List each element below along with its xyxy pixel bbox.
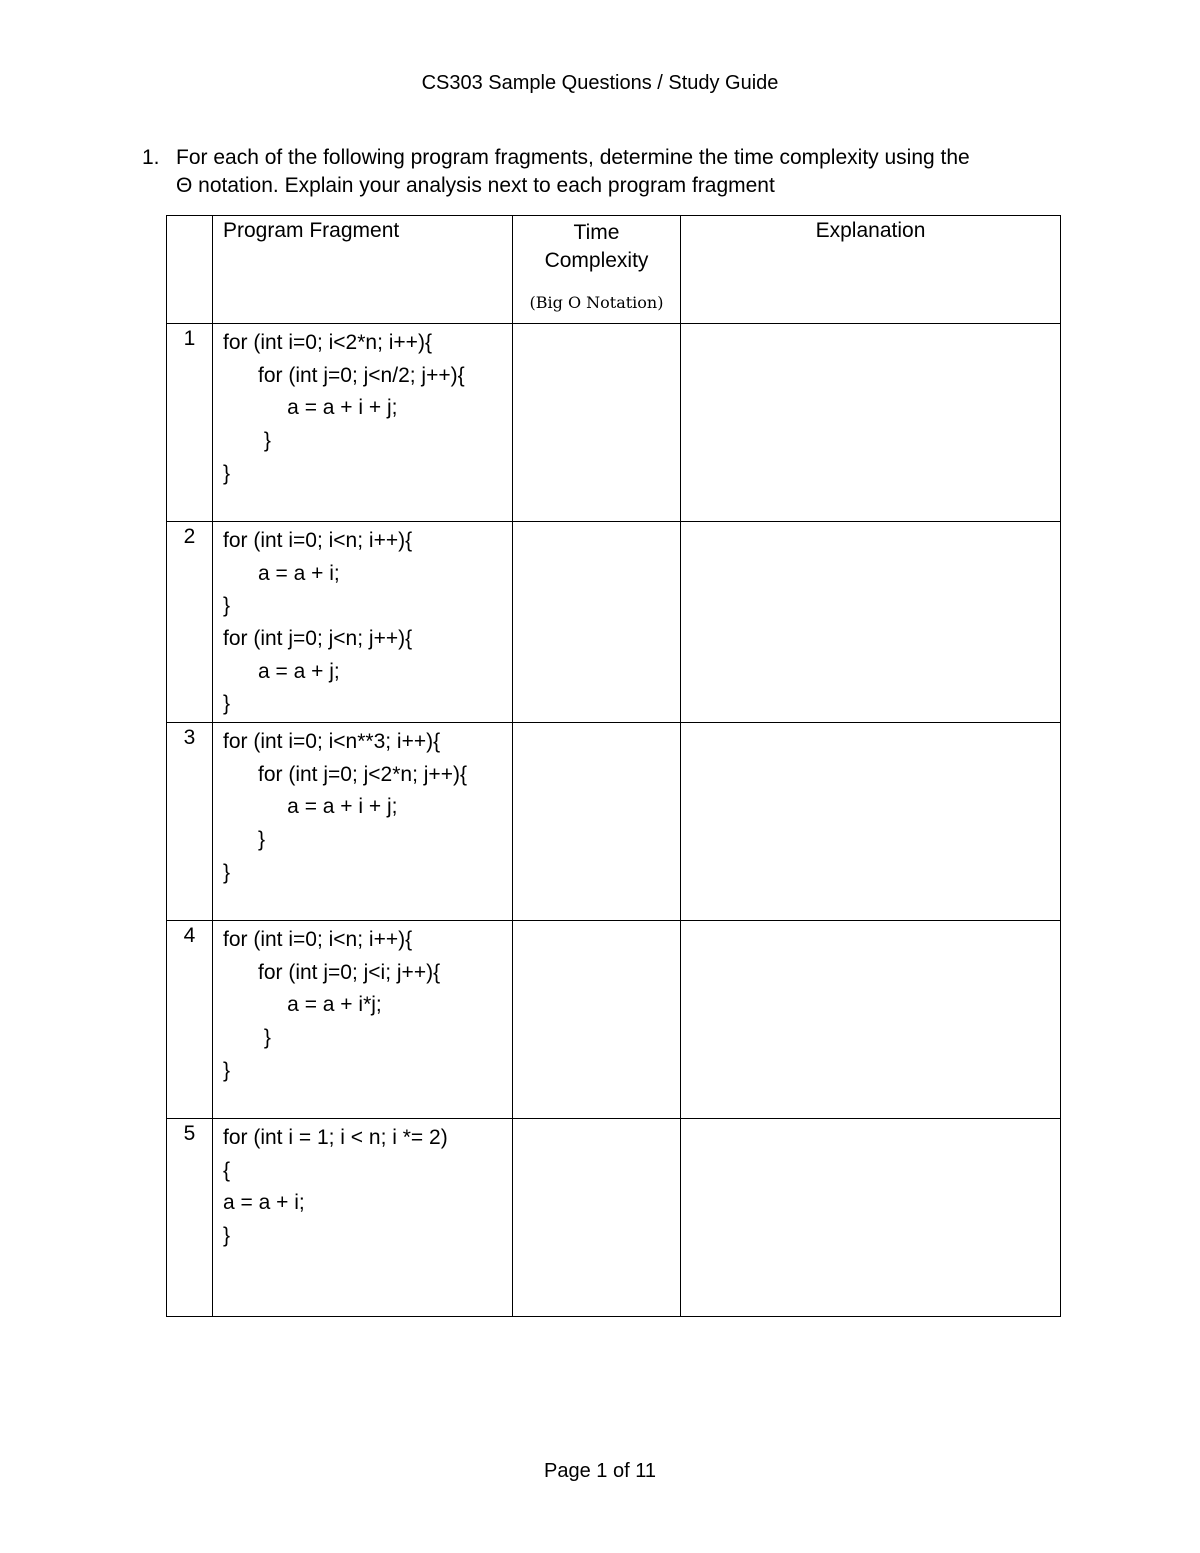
table-row xyxy=(167,1119,1061,1317)
question-text-line-1: For each of the following program fragments, determine the time complexity using the xyxy=(176,146,970,169)
page-header: CS303 Sample Questions / Study Guide xyxy=(421,72,779,94)
header-time-line-2: Complexity xyxy=(544,249,649,272)
table-header-row xyxy=(167,216,1061,324)
program-fragment-cell xyxy=(213,324,513,522)
code-line: a = a + i + j; xyxy=(223,795,398,819)
header-explanation: Explanation xyxy=(681,216,1061,324)
row-number: 5 xyxy=(167,1119,213,1317)
code-line: } xyxy=(223,828,266,852)
header-time-notation: (Big O Notation) xyxy=(529,293,664,312)
time-complexity-answer-cell[interactable] xyxy=(513,324,681,522)
fragments-table xyxy=(166,215,1061,1317)
code-line: for (int i=0; i<2*n; i++){ xyxy=(223,331,432,354)
code-line: } xyxy=(223,1058,231,1082)
table-row xyxy=(167,921,1061,1119)
row-number: 4 xyxy=(167,921,213,1119)
header-time-line-1: Time xyxy=(573,221,620,244)
question-text xyxy=(176,144,1076,200)
code-line: } xyxy=(223,860,231,884)
row-number: 2 xyxy=(167,522,213,723)
code-line: { xyxy=(223,1158,231,1182)
code-line: } xyxy=(223,461,231,485)
explanation-answer-cell[interactable] xyxy=(681,921,1061,1119)
code-line: a = a + i + j; xyxy=(223,396,398,420)
row-number: 3 xyxy=(167,723,213,921)
header-program-fragment: Program Fragment xyxy=(213,216,513,324)
code-line: for (int i = 1; i < n; i *= 2) xyxy=(223,1126,448,1149)
code-line: } xyxy=(223,594,231,618)
code-line: for (int i=0; i<n; i++){ xyxy=(223,928,413,951)
table-row xyxy=(167,324,1061,522)
question-text-line-2: Θ notation. Explain your analysis next to each program fragment xyxy=(176,174,775,197)
code-line: } xyxy=(223,692,231,716)
code-line: } xyxy=(223,1026,271,1050)
code-line: a = a + i; xyxy=(223,561,340,585)
code-line: for (int j=0; j<n/2; j++){ xyxy=(223,363,465,387)
program-fragment-cell xyxy=(213,921,513,1119)
program-fragment-cell xyxy=(213,1119,513,1317)
program-fragment-cell xyxy=(213,522,513,723)
table-row xyxy=(167,522,1061,723)
code-line: for (int j=0; j<2*n; j++){ xyxy=(223,762,467,786)
code-line: a = a + i*j; xyxy=(223,993,382,1017)
code-line: a = a + j; xyxy=(223,659,340,683)
time-complexity-answer-cell[interactable] xyxy=(513,522,681,723)
time-complexity-answer-cell[interactable] xyxy=(513,921,681,1119)
explanation-answer-cell[interactable] xyxy=(681,1119,1061,1317)
header-number-cell xyxy=(167,216,213,324)
table-row xyxy=(167,723,1061,921)
code-line: for (int j=0; j<i; j++){ xyxy=(223,960,441,984)
header-time-complexity xyxy=(513,216,681,324)
page-number-footer: Page 1 of 11 xyxy=(544,1460,656,1482)
code-line: for (int i=0; i<n; i++){ xyxy=(223,529,413,552)
explanation-answer-cell[interactable] xyxy=(681,522,1061,723)
time-complexity-answer-cell[interactable] xyxy=(513,1119,681,1317)
explanation-answer-cell[interactable] xyxy=(681,324,1061,522)
explanation-answer-cell[interactable] xyxy=(681,723,1061,921)
code-line: for (int j=0; j<n; j++){ xyxy=(223,627,413,651)
question-number: 1. xyxy=(142,146,160,169)
code-line: a = a + i; xyxy=(223,1191,305,1215)
code-line: } xyxy=(223,429,271,453)
program-fragment-cell xyxy=(213,723,513,921)
code-line: } xyxy=(223,1224,231,1248)
code-line: for (int i=0; i<n**3; i++){ xyxy=(223,730,441,753)
time-complexity-answer-cell[interactable] xyxy=(513,723,681,921)
row-number: 1 xyxy=(167,324,213,522)
